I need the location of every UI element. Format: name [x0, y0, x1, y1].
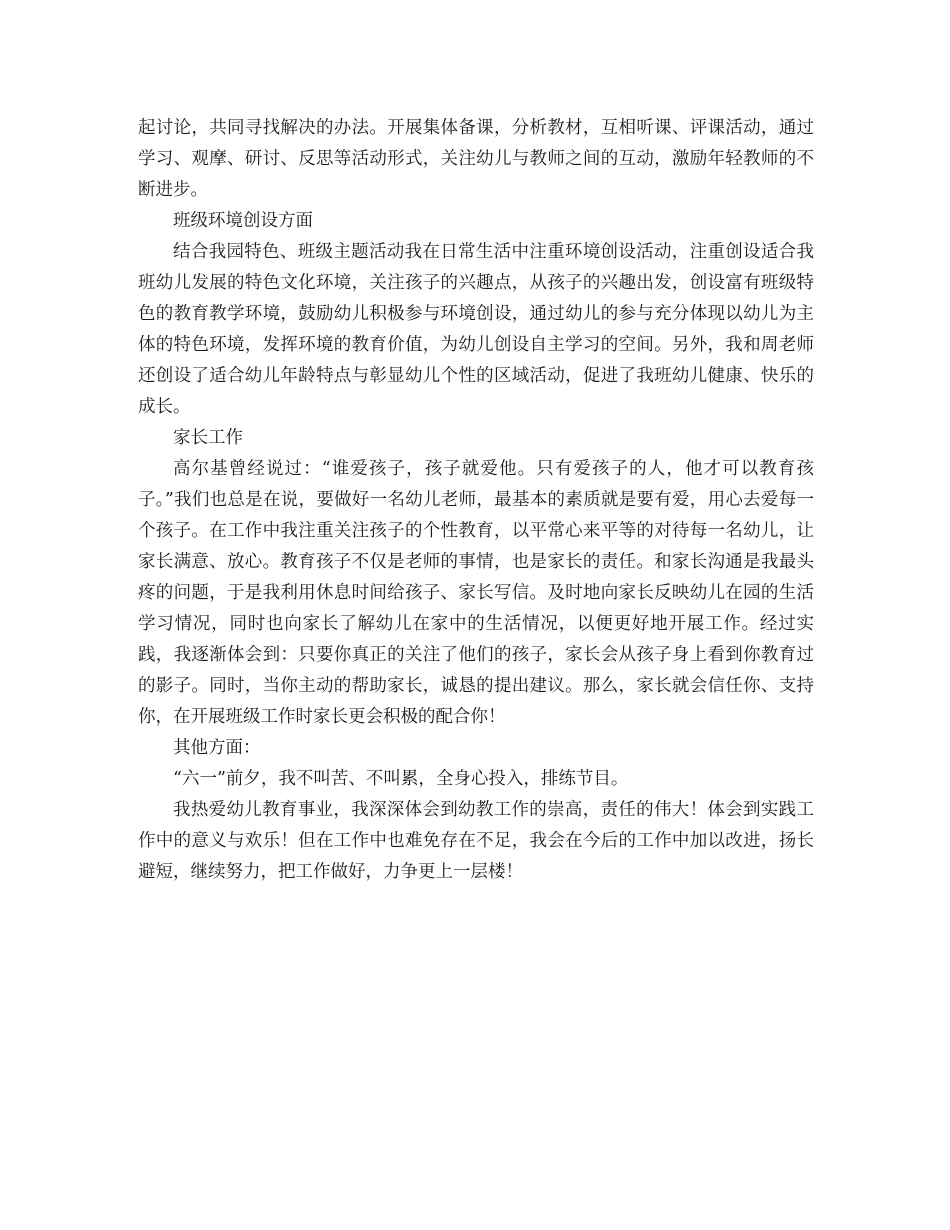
paragraph-class-environment: 结合我园特色、班级主题活动我在日常生活中注重环境创设活动，注重创设适合我班幼儿发展的特色文化环境，关注孩子的兴趣点，从孩子的兴趣出发，创设富有班级特色的教育教学环境，鼓励幼儿积极参与环境创设，通过幼儿的参与充分体现以幼儿为主体的特色环境，发挥环境的教育价值，为幼儿创设自主学习的空间。另外，我和周老师还创设了适合幼儿年龄特点与彰显幼儿个性的区域活动，促进了我班幼儿健康、快乐的成长。: [138, 242, 814, 417]
document-body: [138, 113, 814, 888]
heading-other-aspects: 其他方面：: [173, 738, 261, 758]
heading-parent-work: 家长工作: [173, 428, 243, 448]
paragraph-parent-work: 高尔基曾经说过：“谁爱孩子，孩子就爱他。只有爱孩子的人，他才可以教育孩子。”我们也总是在说，要做好一名幼儿老师，最基本的素质就是要有爱，用心去爱每一个孩子。在工作中我注重关注孩子的个性教育，以平常心来平等的对待每一名幼儿，让家长满意、放心。教育孩子不仅是老师的事情，也是家长的责任。和家长沟通是我最头疼的问题，于是我利用休息时间给孩子、家长写信。及时地向家长反映幼儿在园的生活学习情况，同时也向家长了解幼儿在家中的生活情况，以便更好地开展工作。经过实践，我逐渐体会到：只要你真正的关注了他们的孩子，家长会从孩子身上看到你教育过的影子。同时，当你主动的帮助家长，诚恳的提出建议。那么，家长就会信任你、支持你，在开展班级工作时家长更会积极的配合你！: [138, 459, 814, 727]
paragraph-continuation: 起讨论，共同寻找解决的办法。开展集体备课，分析教材，互相听课、评课活动，通过学习、观摩、研讨、反思等活动形式，关注幼儿与教师之间的互动，激励年轻教师的不断进步。: [138, 118, 814, 200]
heading-class-environment: 班级环境创设方面: [173, 211, 313, 231]
paragraph-conclusion: 我热爱幼儿教育事业，我深深体会到幼教工作的崇高，责任的伟大！体会到实践工作中的意义与欢乐！但在工作中也难免存在不足，我会在今后的工作中加以改进，扬长避短，继续努力，把工作做好，力争更上一层楼！: [138, 800, 814, 882]
paragraph-childrens-day: “六一”前夕，我不叫苦、不叫累，全身心投入，排练节目。: [173, 769, 629, 789]
